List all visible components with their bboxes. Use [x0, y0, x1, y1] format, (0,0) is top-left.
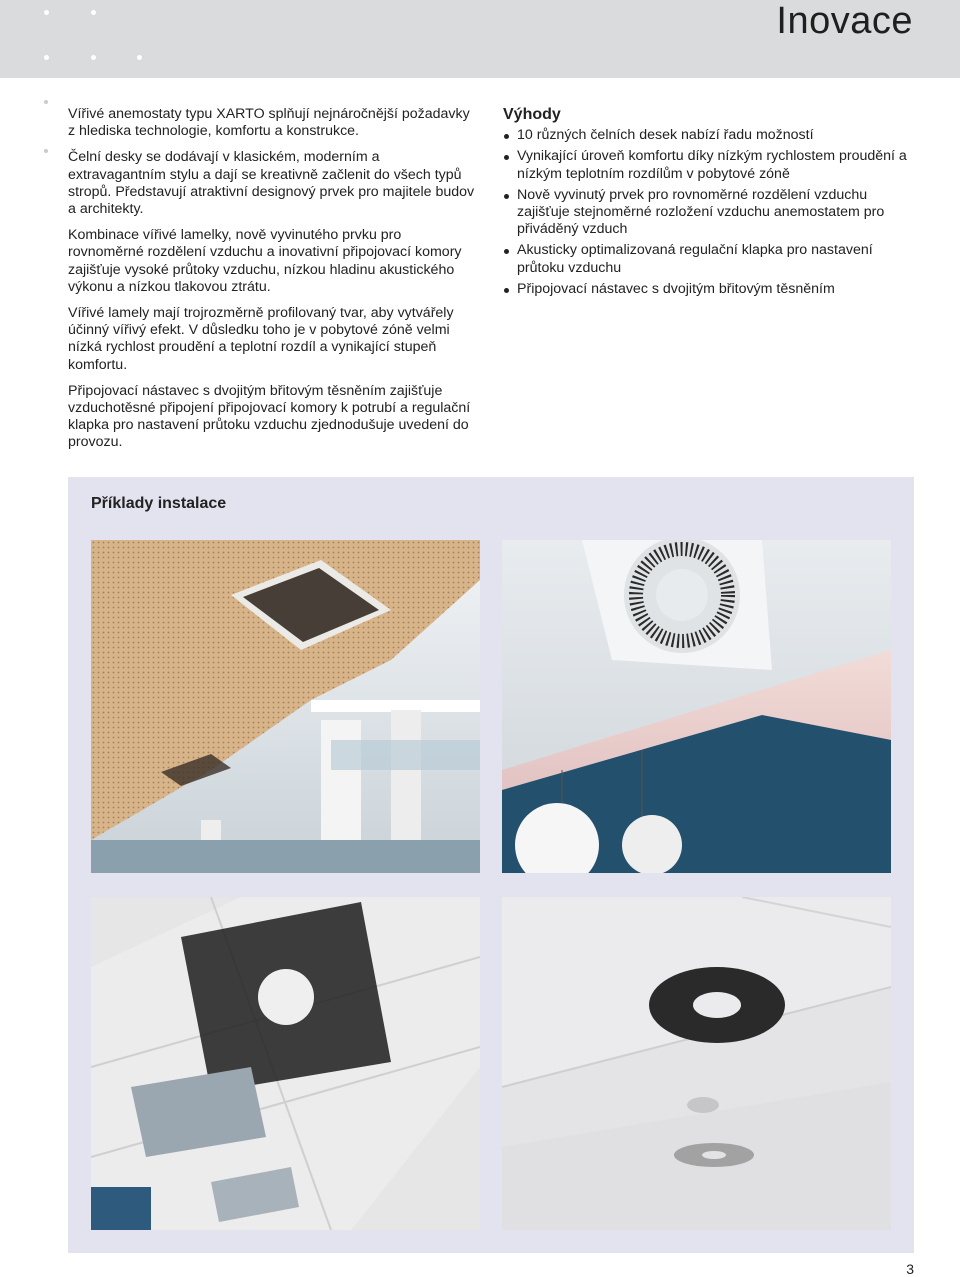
installation-photo-round-diffusers	[502, 897, 891, 1230]
intro-paragraph: Kombinace vířivé lamelky, nově vyvinutého prvku pro rovnoměrné rozdělení vzduchu a inovativní připojovací komory zajišťuje vysoké průtoky vzduchu, nízkou hladinu akustického výkonu a nízkou tlakovou ztrátu.	[68, 227, 462, 295]
installation-photo-globes	[502, 540, 891, 873]
decorative-dot	[44, 10, 49, 15]
intro-paragraph: Vířivé lamely mají trojrozměrně profilovaný tvar, aby vytvářely účinný vířivý efekt. V důsledku toho je v pobytové zóně velmi nízká rychlost proudění a teplotní rozdíl a vynikající stupeň komfortu.	[68, 305, 454, 373]
list-item: 10 různých čelních desek nabízí řadu možností	[503, 127, 913, 144]
installation-photo-square-diffuser	[91, 897, 480, 1230]
installation-heading: Příklady instalace	[91, 495, 227, 512]
decorative-dot	[44, 55, 49, 60]
header-band	[0, 0, 960, 78]
decorative-dot	[44, 149, 48, 153]
page-title: Inovace	[776, 0, 913, 42]
intro-paragraph: Čelní desky se dodávají v klasickém, moderním a extravagantním stylu a dají se kreativně začlenit do všech typů stropů. Představují atraktivní designový prvek pro majitele budov a architekty.	[68, 149, 475, 218]
decorative-dot	[44, 100, 48, 104]
decorative-dot	[91, 10, 96, 15]
installation-examples-panel	[68, 477, 914, 1253]
advantages-heading: Výhody	[503, 106, 561, 123]
decorative-dot	[91, 55, 96, 60]
list-item: Připojovací nástavec s dvojitým břitovým těsněním	[503, 281, 913, 298]
advantages-section	[503, 106, 913, 302]
intro-paragraph: Připojovací nástavec s dvojitým břitovým těsněním zajišťuje vzduchotěsné připojení připojovací komory k potrubí a regulační klapka pro nastavení průtoku vzduchu zjednodušuje uvedení do provozu.	[68, 382, 471, 451]
page-number: 3	[906, 1261, 914, 1277]
intro-text	[68, 106, 480, 461]
list-item: Nově vyvinutý prvek pro rovnoměrné rozdělení vzduchu zajišťuje stejnoměrné rozložení vzduchu anemostatem pro přiváděný vzduch	[503, 187, 913, 239]
advantages-list	[503, 127, 913, 298]
installation-photo-atrium	[91, 540, 480, 873]
list-item: Vynikající úroveň komfortu díky nízkým rychlostem proudění a nízkým teplotním rozdílům v pobytové zóně	[503, 148, 913, 182]
intro-paragraph: Vířivé anemostaty typu XARTO splňují nejnáročnější požadavky z hlediska technologie, komfortu a konstrukce.	[68, 106, 470, 140]
decorative-dot	[137, 55, 142, 60]
list-item: Akusticky optimalizovaná regulační klapka pro nastavení průtoku vzduchu	[503, 242, 913, 276]
